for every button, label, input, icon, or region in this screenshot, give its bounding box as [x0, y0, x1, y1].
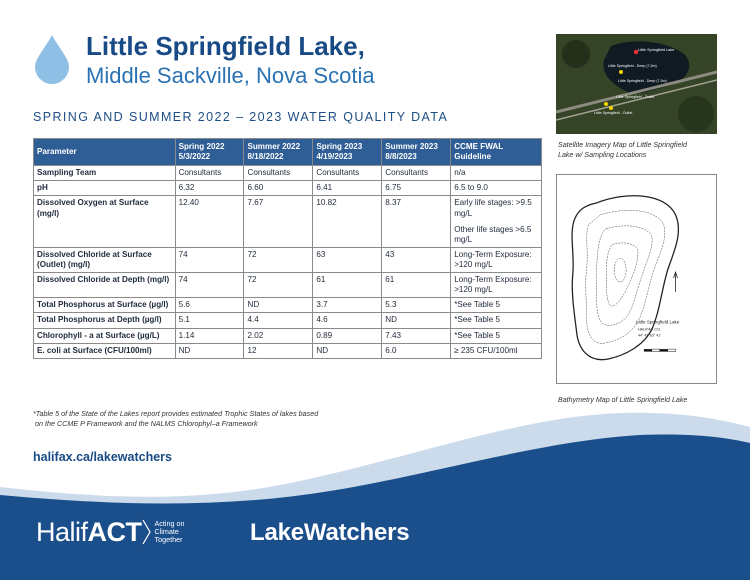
guideline-line: Long-Term Exposure: >120 mg/L — [454, 275, 532, 295]
value-cell: 61 — [313, 273, 382, 298]
guideline-cell — [451, 298, 542, 313]
satellite-label: Little Springfield - Outlet — [594, 111, 633, 115]
column-header-line: Guideline — [454, 152, 492, 162]
bathymetry-caption: Bathymetry Map of Little Springfield Lake — [558, 396, 688, 404]
guideline-cell — [451, 343, 542, 358]
column-header-line: CCME FWAL — [454, 142, 504, 151]
column-header — [244, 139, 313, 166]
value-cell: 6.32 — [175, 181, 244, 196]
column-header — [313, 139, 382, 166]
value-cell: 6.41 — [313, 181, 382, 196]
column-header-line: 4/19/2023 — [316, 152, 353, 162]
guideline-cell — [451, 273, 542, 298]
satellite-label: Little Springfield - Outlet — [616, 95, 655, 99]
value-cell: 2.02 — [244, 328, 313, 343]
satellite-caption — [558, 141, 687, 160]
value-cell: 5.1 — [175, 313, 244, 328]
value-cell: 12 — [244, 343, 313, 358]
page-title: Little Springfield Lake, — [86, 31, 365, 61]
table-header — [34, 139, 542, 166]
value-cell: 0.89 — [313, 328, 382, 343]
value-cell: 6.60 — [244, 181, 313, 196]
table-row — [34, 247, 542, 272]
guideline-cell — [451, 181, 542, 196]
column-header-line: Spring 2023 — [316, 142, 363, 151]
value-cell: 74 — [175, 247, 244, 272]
column-header — [175, 139, 244, 166]
table-row — [34, 166, 542, 181]
value-cell: 74 — [175, 273, 244, 298]
halifact-logo-bold: ACT — [87, 516, 142, 547]
tagline-line: Climate — [154, 526, 179, 536]
satellite-map-image — [556, 34, 717, 134]
table-header-row — [34, 139, 542, 166]
parameter-cell: pH — [34, 181, 176, 196]
table-row — [34, 298, 542, 313]
value-cell: 7.43 — [382, 328, 451, 343]
value-cell: Consultants — [382, 166, 451, 181]
value-cell: ND — [313, 343, 382, 358]
column-header-line: 8/8/2023 — [385, 152, 417, 162]
tagline-lines — [155, 520, 185, 545]
value-cell: Consultants — [244, 166, 313, 181]
caption-line: Satellite Imagery Map of Little Springfield — [558, 141, 687, 149]
satellite-label: Little Springfield - Deep (7.2m) — [618, 79, 667, 83]
value-cell: 43 — [382, 247, 451, 272]
guideline-line: 6.5 to 9.0 — [454, 183, 488, 193]
parameter-cell: Sampling Team — [34, 166, 176, 181]
table-body — [34, 166, 542, 359]
value-cell: ND — [382, 313, 451, 328]
value-cell: 12.40 — [175, 196, 244, 247]
guideline-line: *See Table 5 — [454, 315, 500, 325]
value-cell: 3.7 — [313, 298, 382, 313]
guideline-cell — [451, 247, 542, 272]
halifact-tagline — [142, 518, 185, 546]
caption-line: Lake w/ Sampling Locations — [558, 150, 647, 159]
value-cell: ND — [244, 298, 313, 313]
footer-wave — [0, 405, 750, 580]
value-cell: 72 — [244, 273, 313, 298]
value-cell: 6.0 — [382, 343, 451, 358]
guideline-cell — [451, 196, 542, 247]
table-row — [34, 343, 542, 358]
page-subtitle-location: Middle Sackville, Nova Scotia — [86, 63, 375, 88]
parameter-cell: Chlorophyll - a at Surface (µg/L) — [34, 328, 176, 343]
halifact-logo-light: Halif — [36, 516, 88, 547]
guideline-cell — [451, 166, 542, 181]
guideline-line: n/a — [454, 168, 466, 178]
column-header-line: Summer 2022 — [247, 142, 301, 151]
value-cell: ND — [175, 343, 244, 358]
column-header-line: 8/18/2022 — [247, 152, 284, 162]
parameter-cell: Total Phosphorus at Depth (µg/l) — [34, 313, 176, 328]
table-row — [34, 328, 542, 343]
table-row — [34, 181, 542, 196]
parameter-cell: Dissolved Chloride at Surface (Outlet) (mg/l) — [34, 247, 176, 272]
parameter-cell: Dissolved Chloride at Depth (mg/l) — [34, 273, 176, 298]
water-drop-icon — [32, 33, 72, 85]
guideline-line: Long-Term Exposure: >120 mg/L — [454, 249, 532, 269]
table-row — [34, 196, 542, 247]
guideline-line: *See Table 5 — [454, 300, 500, 310]
parameter-cell: Dissolved Oxygen at Surface (mg/l) — [34, 196, 176, 247]
satellite-label: Little Springfield - Deep (7.2m) — [608, 64, 657, 68]
value-cell: 10.82 — [313, 196, 382, 247]
guideline-cell — [451, 313, 542, 328]
water-quality-table — [33, 138, 542, 359]
lakewatchers-logo: LakeWatchers — [250, 519, 410, 546]
guideline-line: Early life stages: >9.5 mg/L — [454, 198, 532, 218]
value-cell: 4.6 — [313, 313, 382, 328]
parameter-cell: Total Phosphorus at Surface (µg/l) — [34, 298, 176, 313]
guideline-line: *See Table 5 — [454, 330, 500, 340]
parameter-cell: E. coli at Surface (CFU/100ml) — [34, 343, 176, 358]
section-heading: SPRING AND SUMMER 2022 – 2023 WATER QUALITY DATA — [33, 110, 449, 124]
bathymetry-map-image — [556, 174, 717, 384]
footnote-line: *Table 5 of the State of the Lakes report provides estimated Trophic States of lakes based — [33, 409, 319, 418]
value-cell: 5.6 — [175, 298, 244, 313]
guideline-line: ≥ 235 CFU/100ml — [454, 345, 518, 355]
column-header-line: 5/3/2022 — [178, 152, 211, 162]
table-row — [34, 313, 542, 328]
tagline-line: Together — [154, 535, 183, 545]
tagline-line: Acting on — [154, 518, 185, 528]
column-header — [451, 139, 542, 166]
column-header — [382, 139, 451, 166]
value-cell: 72 — [244, 247, 313, 272]
column-header-line: Summer 2023 — [385, 142, 438, 151]
footnote-line: on the CCME P Framework and the NALMS Chlorophyl–a Framework — [33, 418, 258, 428]
website-link[interactable]: halifax.ca/lakewatchers — [33, 450, 172, 464]
bathy-map-title: Little Springfield Lake — [636, 319, 680, 325]
table-row — [34, 273, 542, 298]
bathy-map-sub: HALIFAX CO. — [637, 327, 662, 332]
value-cell: 7.67 — [244, 196, 313, 247]
column-header-parameter — [34, 139, 176, 166]
value-cell: Consultants — [313, 166, 382, 181]
value-cell: 8.37 — [382, 196, 451, 247]
guideline-line: Other life stages >6.5 mg/L — [454, 224, 532, 244]
value-cell: 63 — [313, 247, 382, 272]
bathy-map-coords: 44° 47' 63° 41' — [637, 333, 661, 338]
chevron-divider-icon — [142, 518, 151, 546]
column-header-line: Spring 2022 — [178, 142, 225, 151]
guideline-cell — [451, 328, 542, 343]
value-cell: 61 — [382, 273, 451, 298]
column-header-line: Parameter — [37, 147, 77, 157]
halifact-logo — [36, 512, 184, 552]
value-cell: 5.3 — [382, 298, 451, 313]
value-cell: 6.75 — [382, 181, 451, 196]
value-cell: Consultants — [175, 166, 244, 181]
value-cell: 1.14 — [175, 328, 244, 343]
satellite-label: Little Springfield Lake — [638, 48, 675, 52]
value-cell: 4.4 — [244, 313, 313, 328]
